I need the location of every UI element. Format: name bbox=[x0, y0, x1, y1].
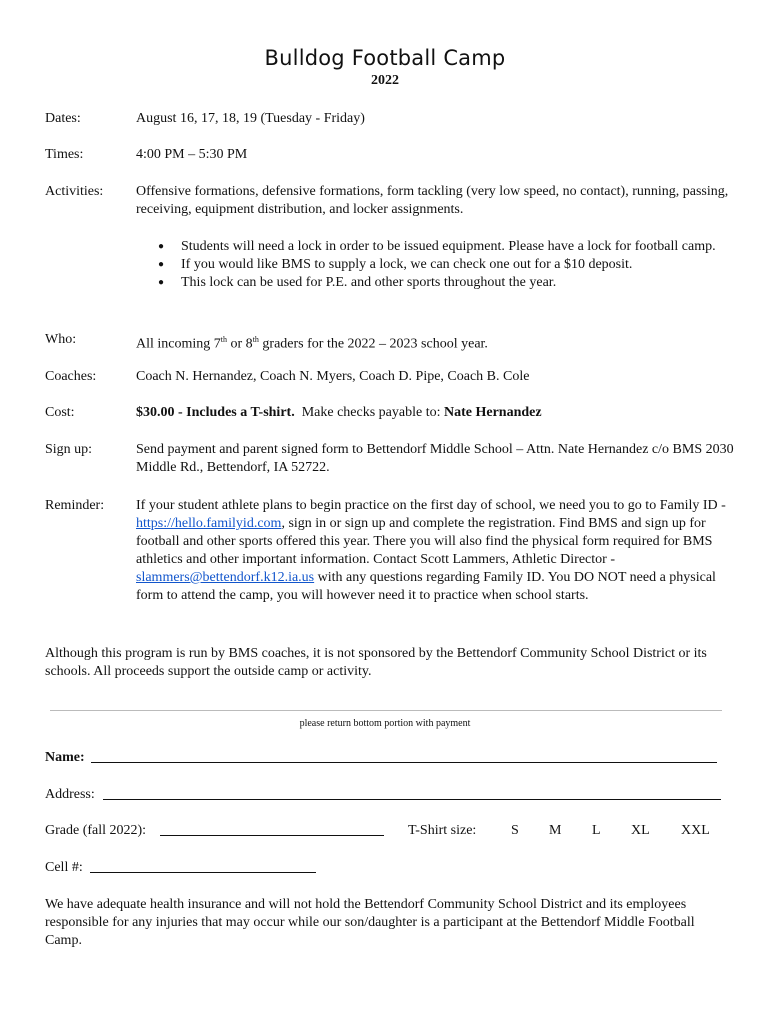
cost-amount: $30.00 - Includes a T-shirt. bbox=[136, 405, 295, 420]
times-value: 4:00 PM – 5:30 PM bbox=[136, 147, 248, 162]
name-label: Name: bbox=[45, 750, 85, 765]
return-note: please return bottom portion with payment bbox=[299, 718, 471, 729]
who-label: Who: bbox=[45, 332, 77, 347]
lock-bullet-list bbox=[136, 238, 726, 292]
cost-value bbox=[136, 404, 736, 422]
address-field-row bbox=[45, 786, 735, 804]
signup-value: Send payment and parent signed form to Bettendorf Middle School – Attn. Nate Hernandez c/o BMS 2030 Middle Rd., Bettendorf, IA 52722. bbox=[136, 442, 734, 475]
reminder-text: If your student athlete plans to begin practice on the first day of school, we need you to go to Family ID - bbox=[136, 498, 726, 513]
name-field-row bbox=[45, 749, 735, 767]
page-year: 2022 bbox=[371, 73, 399, 88]
dates-value: August 16, 17, 18, 19 (Tuesday - Friday) bbox=[136, 111, 365, 126]
grade-label: Grade (fall 2022): bbox=[45, 823, 147, 838]
address-label: Address: bbox=[45, 787, 95, 802]
cell-field-row bbox=[45, 859, 735, 877]
size-option-m[interactable]: M bbox=[549, 823, 562, 838]
list-item: ● If you would like BMS to supply a lock, we can check one out for a $10 deposit. bbox=[136, 256, 726, 274]
dates-label: Dates: bbox=[45, 111, 81, 126]
activities-label: Activities: bbox=[45, 184, 104, 199]
times-label: Times: bbox=[45, 147, 84, 162]
grade-blank-line[interactable] bbox=[160, 822, 384, 836]
cell-label: Cell #: bbox=[45, 860, 83, 875]
email-link[interactable]: slammers@bettendorf.k12.ia.us bbox=[136, 570, 315, 585]
cost-label: Cost: bbox=[45, 405, 75, 420]
who-value bbox=[136, 331, 736, 354]
reminder-value bbox=[136, 497, 736, 605]
cell-blank-line[interactable] bbox=[90, 859, 316, 873]
coaches-label: Coaches: bbox=[45, 369, 97, 384]
signup-label: Sign up: bbox=[45, 442, 93, 457]
who-sup: th bbox=[220, 335, 228, 344]
address-blank-line[interactable] bbox=[103, 786, 721, 800]
coaches-value: Coach N. Hernandez, Coach N. Myers, Coach D. Pipe, Coach B. Cole bbox=[136, 369, 530, 384]
cost-text: Make checks payable to: bbox=[294, 405, 444, 420]
name-blank-line[interactable] bbox=[91, 749, 717, 763]
reminder-text: , sign in or sign up and complete the registration. Find BMS and sign up for football and other sports offered this year. There you will also find the physical form required for BMS athletics and other important information. Contact Scott Lammers, Athletic Director - bbox=[136, 516, 713, 567]
size-option-l[interactable]: L bbox=[592, 823, 601, 838]
waiver-paragraph: We have adequate health insurance and will not hold the Bettendorf Community School District and its employees responsible for any injuries that may occur while our son/daughter is a participant at the Bettendorf Middle Football Camp. bbox=[45, 897, 695, 948]
payee-name: Nate Hernandez bbox=[443, 405, 542, 420]
size-option-s[interactable]: S bbox=[511, 823, 519, 838]
who-text: or 8 bbox=[227, 336, 253, 352]
familyid-link[interactable]: https://hello.familyid.com bbox=[136, 516, 282, 531]
grade-tshirt-row bbox=[45, 822, 735, 840]
page-title: Bulldog Football Camp bbox=[264, 46, 506, 70]
size-option-xxl[interactable]: XXL bbox=[681, 823, 710, 838]
disclaimer-paragraph: Although this program is run by BMS coaches, it is not sponsored by the Bettendorf Community School District or its schools. All proceeds support the outside camp or activity. bbox=[45, 646, 707, 679]
who-text: All incoming 7 bbox=[136, 336, 221, 352]
list-item: ● Students will need a lock in order to be issued equipment. Please have a lock for football camp. bbox=[136, 238, 726, 256]
who-text: graders for the 2022 – 2023 school year. bbox=[258, 336, 488, 352]
activities-value: Offensive formations, defensive formations, form tackling (very low speed, no contact), running, passing, receiving, equipment distribution, and locker assignments. bbox=[136, 184, 729, 217]
tshirt-size-label: T-Shirt size: bbox=[408, 823, 477, 838]
who-sup: th bbox=[252, 335, 259, 344]
list-item: ● This lock can be used for P.E. and other sports throughout the year. bbox=[136, 274, 726, 292]
size-option-xl[interactable]: XL bbox=[631, 823, 650, 838]
reminder-label: Reminder: bbox=[45, 498, 105, 513]
tear-off-divider bbox=[50, 710, 722, 711]
reminder-text: with any questions regarding Family ID. You DO NOT need a physical form to attend the camp, you will however need it to practice when school starts. bbox=[136, 570, 716, 603]
